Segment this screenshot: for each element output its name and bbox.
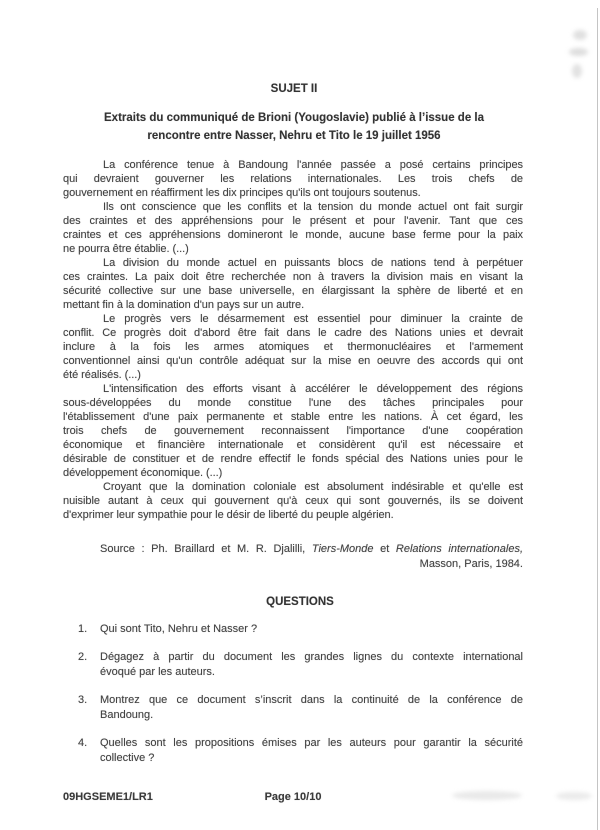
scan-smudge-artifact xyxy=(452,791,522,800)
question-number: 1. xyxy=(78,623,88,635)
source-text: et xyxy=(373,543,396,555)
scan-smudge-artifact xyxy=(572,64,582,78)
body-text-line: conventionnel ainsi qu'un contrôle adéquat sur la mise en oeuvre des accords qui ont xyxy=(63,355,523,367)
question-item xyxy=(78,650,523,680)
source-work-title: Tiers-Monde xyxy=(311,543,374,555)
question-line: Qui sont Tito, Nehru et Nasser ? xyxy=(100,623,258,635)
body-text-line: l'établissement d'une paix permanente et stable entre les nations. À cet égard, les xyxy=(63,411,523,423)
question-item xyxy=(78,736,523,766)
body-text-line: gouvernement en réaffirment les dix principes qu'ils ont toujours soutenus. xyxy=(63,187,421,199)
body-text-line: ces craintes. La paix doit être recherchée non à travers la division mais en visant la xyxy=(63,271,523,283)
source-citation xyxy=(100,542,523,572)
body-text-line: Le progrès vers le désarmement est essentiel pour diminuer la crainte de xyxy=(103,313,523,325)
question-line: Dégagez à partir du document les grandes lignes du contexte international xyxy=(100,651,523,663)
body-text-line: développement économique. (...) xyxy=(63,467,223,479)
questions-list xyxy=(78,622,523,779)
question-item xyxy=(78,622,523,637)
body-text-line: qui devraient gouverner les relations internationales. Les trois chefs de xyxy=(63,173,523,185)
body-text-line: Ils ont conscience que les conflits et la tension du monde actuel ont fait surgir xyxy=(103,201,523,213)
question-line: Bandoung. xyxy=(100,709,154,721)
subject-heading: SUJET II xyxy=(270,83,318,95)
question-line: Montrez que ce document s’inscrit dans la continuité de la conférence de xyxy=(100,694,523,706)
body-text-line: sécurité collective sur une base universelle, en élargissant la sphère de liberté et en xyxy=(63,285,523,297)
body-text-line: ne pourra être établie. (...) xyxy=(63,243,189,255)
question-line: évoqué par les auteurs. xyxy=(100,666,215,678)
body-text-line: inclure à la fois les armes atomiques et thermonucléaires et l'armement xyxy=(63,341,523,353)
question-item xyxy=(78,693,523,723)
body-text-line: d'exprimer leur sympathie pour le désir de liberté du peuple algérien. xyxy=(63,509,394,521)
body-text-line: été réalisés. (...) xyxy=(63,369,141,381)
body-text-line: désirable de constituer et de rendre effectif le fonds spécial des Nations unies pour le xyxy=(63,453,523,465)
source-work-title: Relations internationales, xyxy=(395,543,523,555)
questions-heading: QUESTIONS xyxy=(266,596,334,608)
question-number: 4. xyxy=(78,737,88,749)
source-line-1 xyxy=(100,542,523,557)
scan-smudge-artifact xyxy=(573,30,587,40)
source-line-2: Masson, Paris, 1984. xyxy=(419,558,523,570)
body-text xyxy=(63,158,523,522)
document-title xyxy=(40,110,548,145)
scan-smudge-artifact xyxy=(569,48,588,56)
body-text-line: trois chefs de gouvernement reconnaissent l'importance d'une coopération xyxy=(63,425,523,437)
scan-edge-artifact xyxy=(597,8,599,830)
body-text-line: nuisible autant à ceux qui gouvernent qu'à ceux qui sont gouvernés, ils se doivent xyxy=(63,495,523,507)
body-text-line: des craintes et des appréhensions pour le présent et pour l'avenir. Tant que ces xyxy=(63,215,523,227)
body-text-line: La conférence tenue à Bandoung l'année passée a posé certains principes xyxy=(103,159,523,171)
body-text-line: économique et financière internationale et considèrent qu'il est nécessaire et xyxy=(63,439,523,451)
body-text-line: craintes et ces appréhensions domineront le monde, aucune base ferme pour la paix xyxy=(63,229,523,241)
document-title-line-2: rencontre entre Nasser, Nehru et Tito le 19 juillet 1956 xyxy=(147,129,441,142)
question-number: 3. xyxy=(78,694,88,706)
document-reference: 09HGSEME1/LR1 xyxy=(63,791,153,803)
body-text-line: L'intensification des efforts visant à accélérer le développement des régions xyxy=(103,383,523,395)
document-title-line-1: Extraits du communiqué de Brioni (Yougoslavie) publié à l’issue de la xyxy=(104,112,484,124)
body-text-line: sous-développées du monde constitue l'une des tâches principales pour xyxy=(63,397,523,409)
question-number: 2. xyxy=(78,651,88,663)
scan-smudge-artifact xyxy=(556,792,592,800)
source-text: Source : Ph. Braillard et M. R. Djalilli, xyxy=(100,543,312,555)
question-line: collective ? xyxy=(100,752,155,764)
body-text-line: Croyant que la domination coloniale est absolument indésirable et qu'elle est xyxy=(103,481,523,493)
question-line: Quelles sont les propositions émises par les auteurs pour garantir la sécurité xyxy=(100,737,523,749)
body-text-line: mettant fin à la domination d'un pays sur un autre. xyxy=(63,299,305,311)
page-number: Page 10/10 xyxy=(264,791,322,803)
body-text-line: conflit. Ce progrès doit d'abord être fait dans le cadre des Nations unies et devrait xyxy=(63,327,523,339)
body-text-line: La division du monde actuel en puissants blocs de nations tend à perpétuer xyxy=(103,257,523,269)
